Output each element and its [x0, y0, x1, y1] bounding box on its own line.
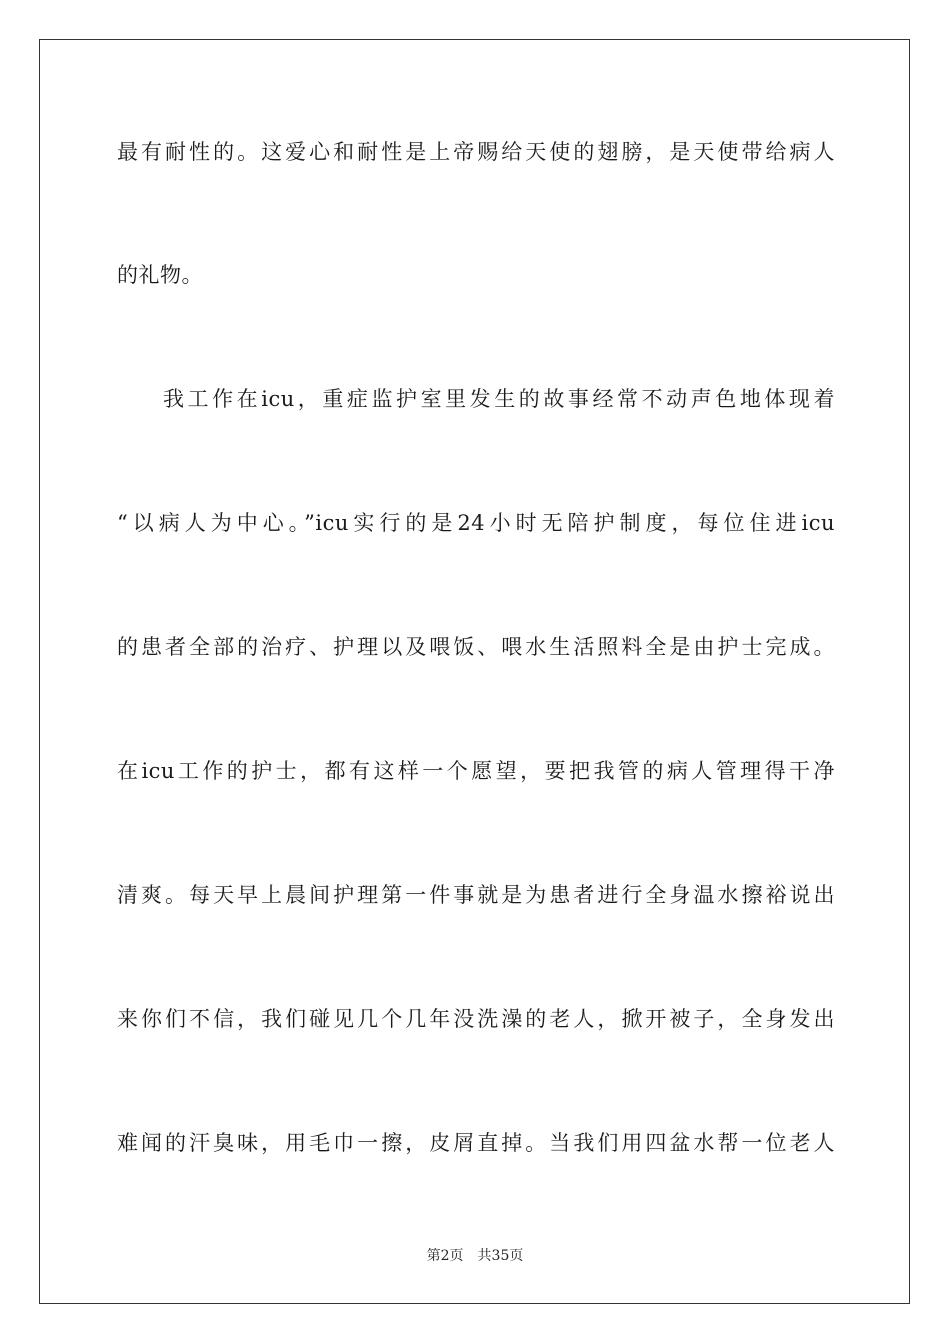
text-line: 难闻的汗臭味，用毛巾一擦，皮屑直掉。当我们用四盆水帮一位老人 [117, 1131, 835, 1155]
text-line: 清爽。每天早上晨间护理第一件事就是为患者进行全身温水擦裕说出 [117, 883, 835, 907]
page-number: 第2页 [426, 1248, 464, 1264]
text-line: “以病人为中心。”icu实行的是24小时无陪护制度，每位住进icu [117, 511, 835, 535]
text-line: 的患者全部的治疗、护理以及喂饭、喂水生活照料全是由护士完成。 [117, 635, 835, 659]
page-total: 共35页 [477, 1248, 524, 1264]
text-line: 最有耐性的。这爱心和耐性是上帝赐给天使的翅膀，是天使带给病人 [117, 140, 835, 164]
text-line: 来你们不信，我们碰见几个几年没洗澡的老人，掀开被子，全身发出 [117, 1007, 835, 1031]
text-line: 在icu工作的护士，都有这样一个愿望，要把我管的病人管理得干净 [117, 759, 835, 783]
page-footer [0, 1247, 950, 1265]
page-border [39, 39, 910, 1304]
text-line: 我工作在icu，重症监护室里发生的故事经常不动声色地体现着 [163, 387, 835, 411]
text-line: 的礼物。 [117, 263, 203, 287]
